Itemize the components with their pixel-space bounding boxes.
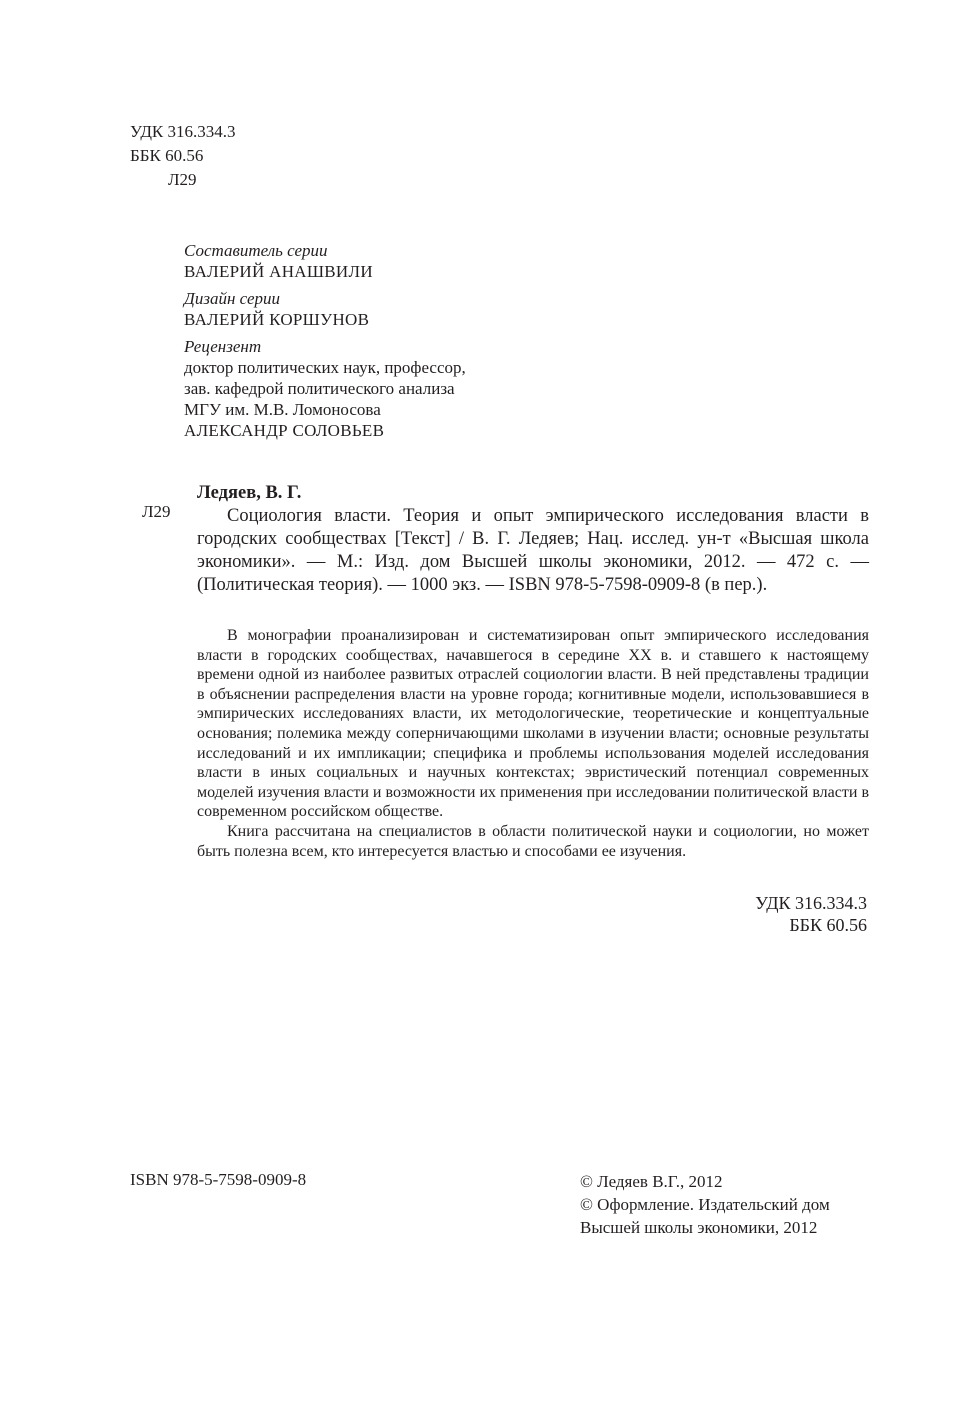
bibliographic-record <box>197 482 869 597</box>
classification-codes-footer <box>600 892 867 936</box>
copyright-block <box>580 1170 830 1239</box>
reviewer-role: Рецензент <box>184 337 262 356</box>
series-credits <box>184 240 466 447</box>
classification-codes-header <box>130 120 236 192</box>
isbn: ISBN 978-5-7598-0909-8 <box>130 1170 307 1189</box>
annotation <box>197 626 869 861</box>
udk-code-bottom: УДК 316.334.3 <box>755 893 867 913</box>
author-mark: Л29 <box>168 170 197 189</box>
reviewer-title-line: доктор политических наук, профессор, <box>184 358 466 377</box>
series-compiler-name: ВАЛЕРИЙ АНАШВИЛИ <box>184 262 373 281</box>
copyright-author: © Ледяев В.Г., 2012 <box>580 1172 723 1191</box>
bibliographic-author-mark: Л29 <box>142 502 171 521</box>
reviewer <box>184 336 466 441</box>
series-design-name: ВАЛЕРИЙ КОРШУНОВ <box>184 310 370 329</box>
series-design-role: Дизайн серии <box>184 289 280 308</box>
bibliographic-description: Социология власти. Теория и опыт эмпирического исследования власти в городских сообществах [Текст] / В. Г. Ледяев; Нац. исслед. ун-т «Высшая школа экономики». — М.: Изд. дом Высшей школы экономики, 2012. — 472 с. — (Политическая теория). — 1000 экз. — ISBN 978-5-7598-0909-8 (в пер.). <box>197 506 869 595</box>
udk-code: УДК 316.334.3 <box>130 122 236 141</box>
copyright-design-line-1: © Оформление. Издательский дом <box>580 1195 830 1214</box>
annotation-paragraph-2: Книга рассчитана на специалистов в области политической науки и социологии, но может быть полезна всем, кто интересуется властью и способами ее изучения. <box>197 822 869 860</box>
copyright-design-line-2: Высшей школы экономики, 2012 <box>580 1218 818 1237</box>
reviewer-affiliation-line: МГУ им. М.В. Ломоносова <box>184 400 381 419</box>
bbk-code-bottom: ББК 60.56 <box>789 915 867 935</box>
series-compiler <box>184 240 466 282</box>
reviewer-name: АЛЕКСАНДР СОЛОВЬЕВ <box>184 421 385 440</box>
bibliographic-author: Ледяев, В. Г. <box>197 483 302 503</box>
reviewer-position-line: зав. кафедрой политического анализа <box>184 379 455 398</box>
annotation-paragraph-1: В монографии проанализирован и систематизирован опыт эмпирического исследования власти в городских сообществах, начавшегося в середине XX в. и ставшего к настоящему времени одной из наиболее развитых отраслей социологии власти. В ней представлены традиции в объяснении распределения власти на уровне города; когнитивные модели, использовавшиеся в эмпирических исследованиях власти, их методологические, теоретические и концептуальные основания; полемика между соперничающими школами в изучении власти; основные результаты исследований и их импликации; специфика и проблемы использования моделей исследования власти в иных социальных и научных контекстах; эвристический потенциал современных моделей изучения власти и возможности их применения при исследовании политической власти в современном российском обществе. <box>197 627 869 821</box>
series-compiler-role: Составитель серии <box>184 241 328 260</box>
bbk-code: ББК 60.56 <box>130 146 204 165</box>
series-design <box>184 288 466 330</box>
